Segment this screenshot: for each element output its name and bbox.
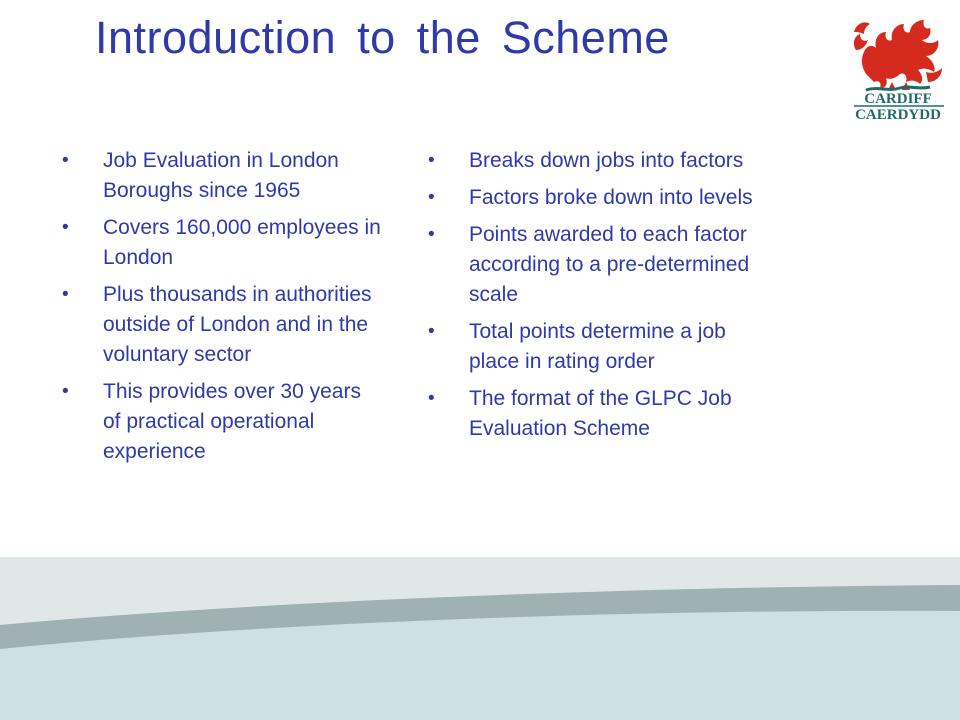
list-item-text: Job Evaluation in London Boroughs since 1965 <box>103 149 339 202</box>
list-item <box>62 213 382 273</box>
list-item-text: Points awarded to each factor according to a pre-determined scale <box>469 223 750 306</box>
logo-text-line2: CAERDYDD <box>855 107 941 122</box>
list-item-text: This provides over 30 years of practical operational experience <box>103 380 361 463</box>
cardiff-logo <box>848 10 948 122</box>
list-item <box>428 384 778 444</box>
logo-text-line1: CARDIFF <box>864 91 932 107</box>
list-item <box>62 146 382 206</box>
list-item-text: Factors broke down into levels <box>469 186 753 209</box>
list-item <box>428 317 778 377</box>
list-item <box>428 220 778 310</box>
list-item <box>428 183 778 213</box>
bullet-icon: • <box>62 284 69 305</box>
list-item-text: Breaks down jobs into factors <box>469 149 744 172</box>
welsh-dragon-icon <box>848 10 948 122</box>
slide-title: Introduction to the Scheme <box>95 12 670 63</box>
list-item-text: Covers 160,000 employees in London <box>103 216 381 269</box>
bullet-icon: • <box>62 150 69 171</box>
bullet-icon: • <box>62 381 69 402</box>
list-item-text: Plus thousands in authorities outside of London and in the voluntary sector <box>103 283 372 366</box>
bullet-icon: • <box>62 217 69 238</box>
list-item-text: Total points determine a job place in rating order <box>469 320 726 373</box>
bullet-icon: • <box>428 224 435 245</box>
left-bullet-list <box>62 146 382 474</box>
list-item <box>62 377 382 467</box>
right-bullet-list <box>428 146 778 451</box>
bullet-icon: • <box>428 187 435 208</box>
list-item <box>62 280 382 370</box>
bullet-icon: • <box>428 388 435 409</box>
list-item <box>428 146 778 176</box>
bullet-icon: • <box>428 150 435 171</box>
bullet-icon: • <box>428 321 435 342</box>
list-item-text: The format of the GLPC Job Evaluation Scheme <box>469 387 732 440</box>
footer-wave-band <box>0 557 960 720</box>
